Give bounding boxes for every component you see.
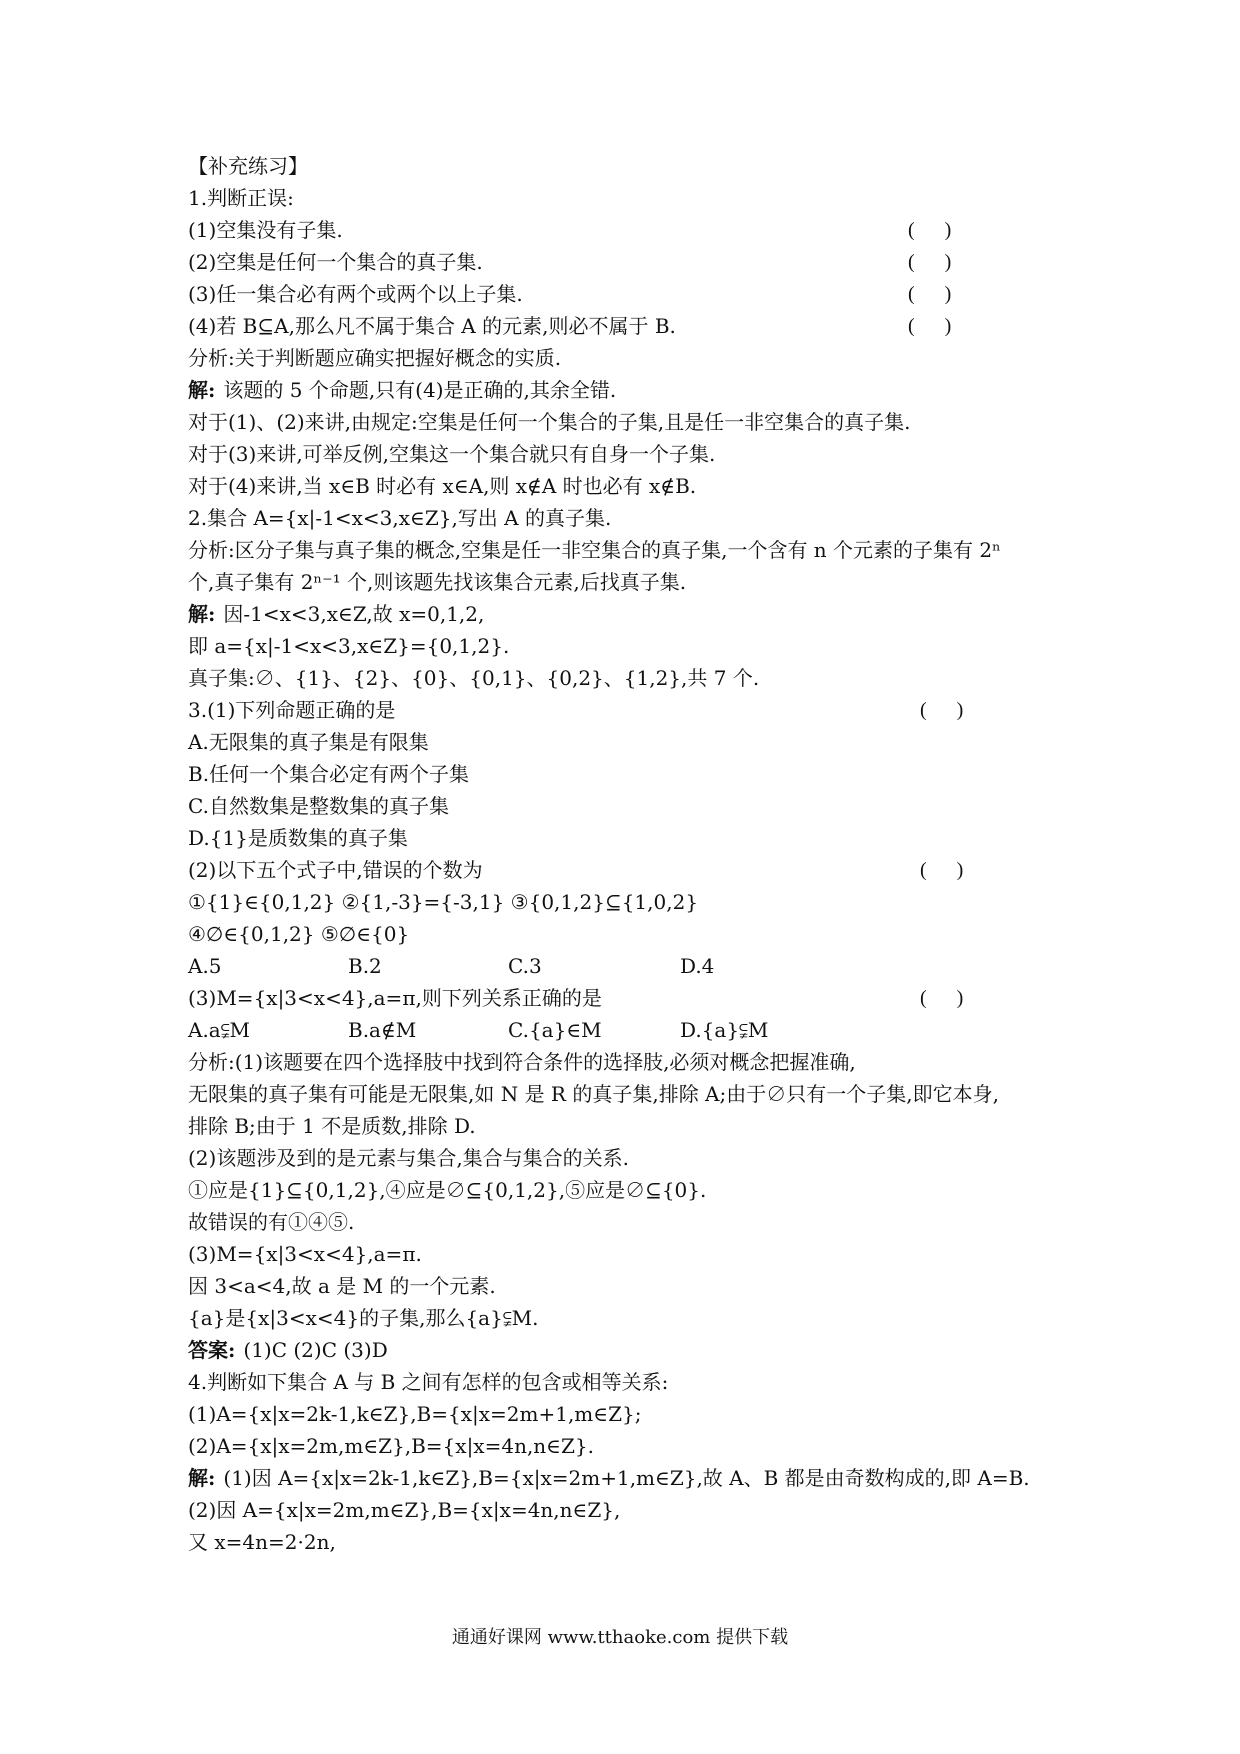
q2-proper-subsets: 真子集:∅、{1}、{2}、{0}、{0,1}、{0,2}、{1,2},共 7 个. [188,666,760,690]
q3-1-option-d: D.{1}是质数集的真子集 [188,826,408,850]
q3-analysis-5: ①应是{1}⊆{0,1,2},④应是∅⊆{0,1,2},⑤应是∅⊆{0}. [188,1178,707,1202]
q3-analysis-1: 分析:(1)该题要在四个选择肢中找到符合条件的选择肢,必须对概念把握准确, [188,1050,856,1074]
q3-3-option-d: D.{a}⫋M [680,1018,769,1042]
q4-solution-2: (2)因 A={x|x=2m,m∈Z},B={x|x=4n,n∈Z}, [188,1498,621,1522]
q2-solution: 解: 因-1<x<3,x∈Z,故 x=0,1,2, [188,602,485,626]
solution-label: 解: [188,602,216,626]
q3-analysis-4: (2)该题涉及到的是元素与集合,集合与集合的关系. [188,1146,630,1170]
question-1-title: 1.判断正误: [188,186,294,210]
section-heading: 【补充练习】 [188,154,308,178]
q2-analysis-1: 分析:区分子集与真子集的概念,空集是任一非空集合的真子集,一个含有 n 个元素的子集有 2ⁿ [188,538,1001,562]
answer-blank: ( ) [920,859,964,881]
q3-analysis-3: 排除 B;由于 1 不是质数,排除 D. [188,1114,476,1138]
answer-blank: ( ) [908,251,952,273]
q3-3-option-a: A.a⫋M [188,1018,251,1042]
q4-item-1: (1)A={x|x=2k-1,k∈Z},B={x|x=2m+1,m∈Z}; [188,1402,642,1426]
q3-2-option-d: D.4 [680,954,715,978]
q1-explain-3: 对于(4)来讲,当 x∈B 时必有 x∈A,则 x∉A 时也必有 x∉B. [188,474,697,498]
answer-blank: ( ) [920,699,964,721]
q3-1-option-c: C.自然数集是整数集的真子集 [188,794,449,818]
q3-2-formulas-2: ④∅∈{0,1,2} ⑤∅∈{0} [188,922,410,946]
q1-item-3: (3)任一集合必有两个或两个以上子集. [188,282,523,306]
q3-analysis-6: 故错误的有①④⑤. [188,1210,355,1234]
question-3-part-1: 3.(1)下列命题正确的是 [188,698,396,722]
solution-label: 解: [188,378,216,402]
q4-solution-3: 又 x=4n=2·2n, [188,1530,336,1554]
q3-analysis-7: (3)M={x|3<x<4},a=π. [188,1242,422,1266]
answer-blank: ( ) [908,283,952,305]
q3-analysis-2: 无限集的真子集有可能是无限集,如 N 是 R 的真子集,排除 A;由于∅只有一个子集,即它本身, [188,1082,999,1106]
q3-1-option-a: A.无限集的真子集是有限集 [188,730,429,754]
q3-3-option-c: C.{a}∈M [508,1018,602,1042]
q1-explain-1: 对于(1)、(2)来讲,由规定:空集是任何一个集合的子集,且是任一非空集合的真子集. [188,410,911,434]
q3-3-option-b: B.a∉M [348,1018,417,1042]
q1-item-2: (2)空集是任何一个集合的真子集. [188,250,483,274]
q1-item-1: (1)空集没有子集. [188,218,343,242]
q3-2-option-c: C.3 [508,954,542,978]
q3-1-option-b: B.任何一个集合必定有两个子集 [188,762,470,786]
answer-blank: ( ) [908,219,952,241]
q4-solution: 解: (1)因 A={x|x=2k-1,k∈Z},B={x|x=2m+1,m∈Z},故 A、B 都是由奇数构成的,即 A=B. [188,1466,1030,1490]
q1-item-4: (4)若 B⊆A,那么凡不属于集合 A 的元素,则必不属于 B. [188,314,676,338]
answer-blank: ( ) [920,987,964,1009]
q3-analysis-8: 因 3<a<4,故 a 是 M 的一个元素. [188,1274,496,1298]
q1-analysis: 分析:关于判断题应确实把握好概念的实质. [188,346,562,370]
q2-analysis-2: 个,真子集有 2ⁿ⁻¹ 个,则该题先找该集合元素,后找真子集. [188,570,687,594]
question-4-title: 4.判断如下集合 A 与 B 之间有怎样的包含或相等关系: [188,1370,669,1394]
answer-blank: ( ) [908,315,952,337]
q3-analysis-9: {a}是{x|3<x<4}的子集,那么{a}⫋M. [188,1306,539,1330]
page-footer: 通通好课网 www.tthaoke.com 提供下载 [451,1627,789,1648]
question-3-part-2: (2)以下五个式子中,错误的个数为 [188,858,483,882]
q1-solution: 解: 该题的 5 个命题,只有(4)是正确的,其余全错. [188,378,617,402]
answer-label: 答案: [188,1338,236,1362]
q3-2-formulas-1: ①{1}∈{0,1,2} ②{1,-3}={-3,1} ③{0,1,2}⊆{1,0,2} [188,890,699,914]
q3-2-option-a: A.5 [188,954,222,978]
solution-label: 解: [188,1466,216,1490]
q2-solution-2: 即 a={x|-1<x<3,x∈Z}={0,1,2}. [188,634,510,658]
q4-item-2: (2)A={x|x=2m,m∈Z},B={x|x=4n,n∈Z}. [188,1434,594,1458]
q3-2-option-b: B.2 [348,954,382,978]
q3-answer: 答案: (1)C (2)C (3)D [188,1338,388,1362]
question-3-part-3: (3)M={x|3<x<4},a=π,则下列关系正确的是 [188,986,602,1010]
question-2-title: 2.集合 A={x|-1<x<3,x∈Z},写出 A 的真子集. [188,506,612,530]
q1-explain-2: 对于(3)来讲,可举反例,空集这一个集合就只有自身一个子集. [188,442,716,466]
